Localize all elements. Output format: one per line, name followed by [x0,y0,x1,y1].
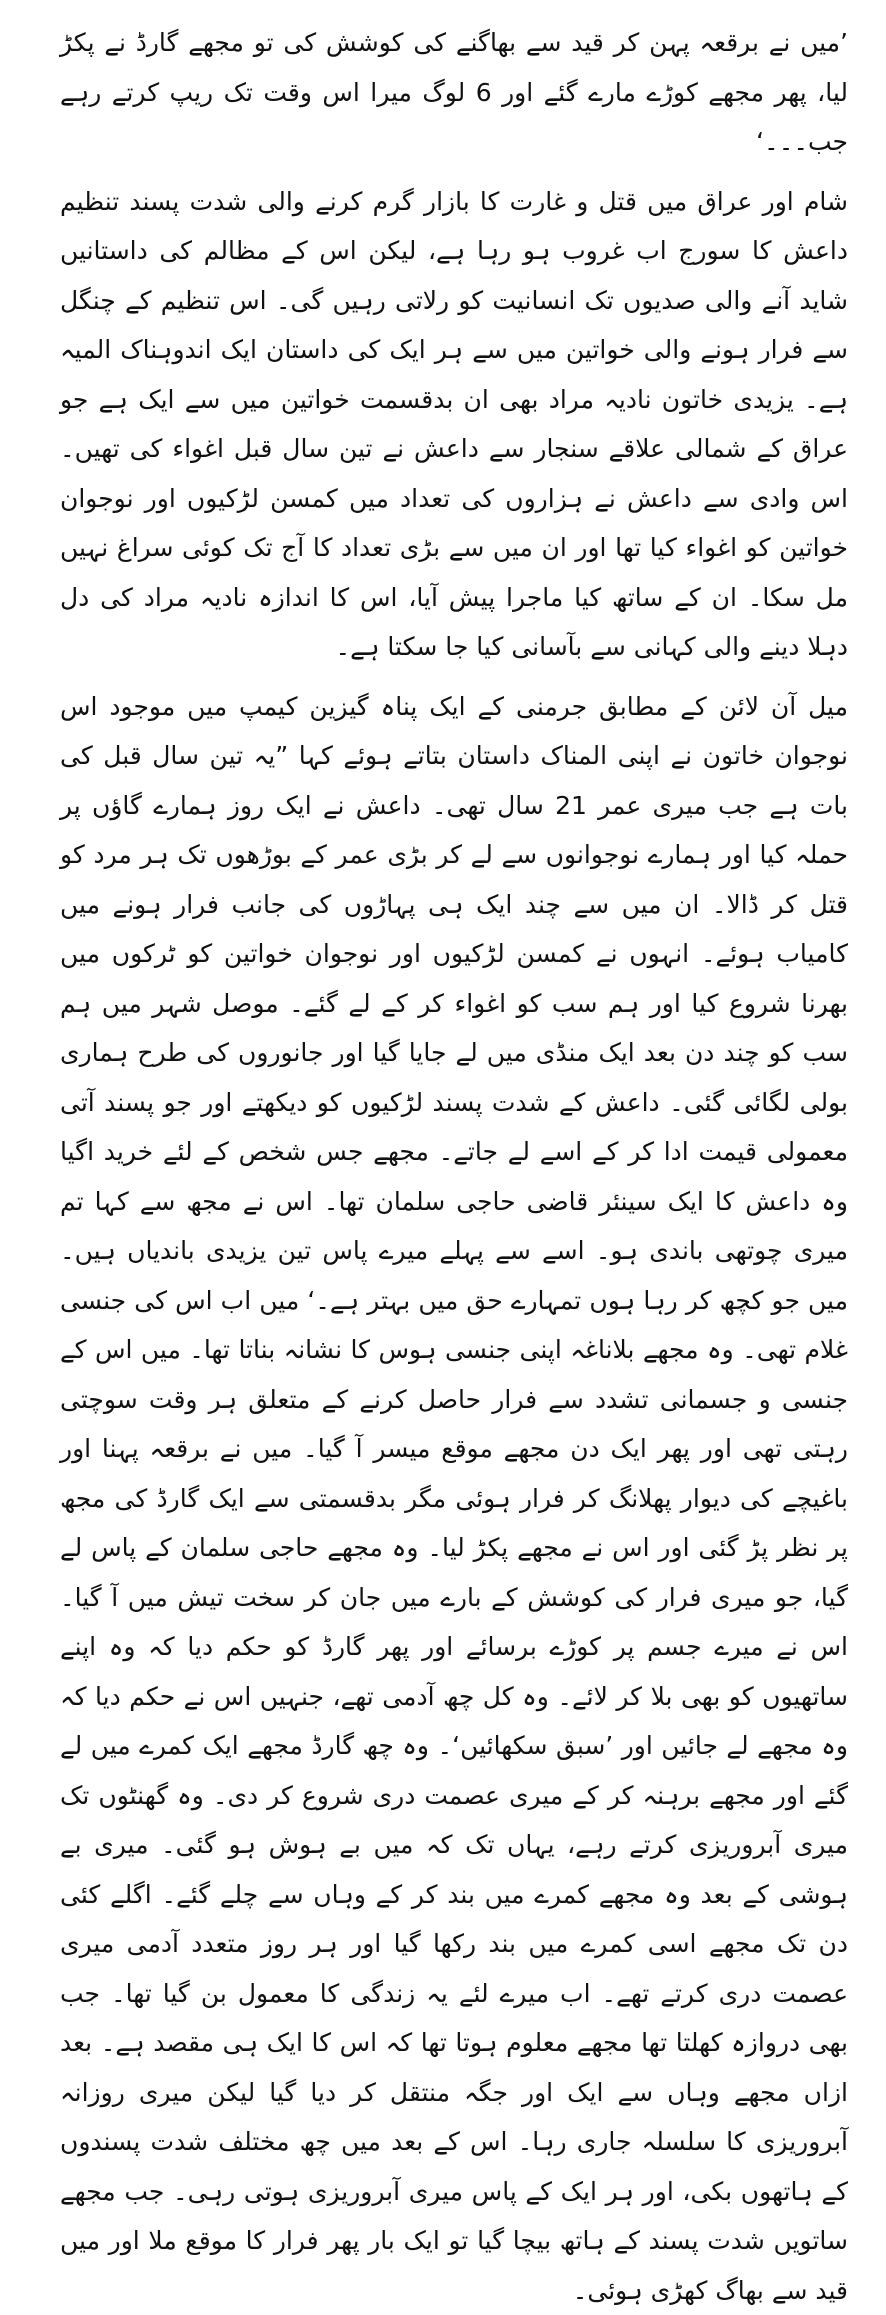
article-lead-quote: ’میں نے برقعہ پہن کر قید سے بھاگنے کی کوشش کی تو مجھے گارڈ نے پکڑ لیا، پھر مجھے کوڑے مارے گئے اور 6 لوگ میرا اس وقت تک ریپ کرتے رہے جب۔۔۔‘ [60,18,848,167]
article-body [60,18,848,2315]
article-paragraph-intro: شام اور عراق میں قتل و غارت کا بازار گرم کرنے والی شدت پسند تنظیم داعش کا سورج اب غروب ہو رہا ہے، لیکن اس کے مظالم کی داستانیں شاید آنے والی صدیوں تک انسانیت کو رلاتی رہیں گی۔ اس تنظیم کے چنگل سے فرار ہونے والی خواتین میں سے ہر ایک کی داستان ایک اندوہناک المیہ ہے۔ یزیدی خاتون نادیہ مراد بھی ان بدقسمت خواتین میں سے ایک ہے جو عراق کے شمالی علاقے سنجار سے داعش نے تین سال قبل اغواء کی تھیں۔ اس وادی سے داعش نے ہزاروں کی تعداد میں کمسن لڑکیوں اور نوجوان خواتین کو اغواء کیا تھا اور ان میں سے بڑی تعداد کا آج تک کوئی سراغ نہیں مل سکا۔ ان کے ساتھ کیا ماجرا پیش آیا، اس کا اندازہ نادیہ مراد کی دل دہلا دینے والی کہانی سے بآسانی کیا جا سکتا ہے۔ [60,177,848,672]
article-paragraph-testimony: میل آن لائن کے مطابق جرمنی کے ایک پناہ گیزین کیمپ میں موجود اس نوجوان خاتون نے اپنی المناک داستان بتاتے ہوئے کہا ”یہ تین سال قبل کی بات ہے جب میری عمر 21 سال تھی۔ داعش نے ایک روز ہمارے گاؤں پر حملہ کیا اور ہمارے نوجوانوں سے لے کر بڑی عمر کے بوڑھوں تک ہر مرد کو قتل کر ڈالا۔ ان میں سے چند ایک ہی پہاڑوں کی جانب فرار ہونے میں کامیاب ہوئے۔ انہوں نے کمسن لڑکیوں اور نوجوان خواتین کو ٹرکوں میں بھرنا شروع کیا اور ہم سب کو اغواء کر کے لے گئے۔ موصل شہر میں ہم سب کو چند دن بعد ایک منڈی میں لے جایا گیا اور جانوروں کی طرح ہماری بولی لگائی گئی۔ داعش کے شدت پسند لڑکیوں کو دیکھتے اور جو پسند آتی معمولی قیمت ادا کر کے اسے لے جاتے۔ مجھے جس شخص کے لئے خرید اگیا وہ داعش کا ایک سینئر قاضی حاجی سلمان تھا۔ اس نے مجھ سے کہا تم میری چوتھی باندی ہو۔ اسے سے پہلے میرے پاس تین یزیدی باندیاں ہیں۔ میں جو کچھ کر رہا ہوں تمہارے حق میں بہتر ہے۔‘ میں اب اس کی جنسی غلام تھی۔ وہ مجھے بلاناغہ اپنی جنسی ہوس کا نشانہ بناتا تھا۔ میں اس کے جنسی و جسمانی تشدد سے فرار حاصل کرنے کے متعلق ہر وقت سوچتی رہتی تھی اور پھر ایک دن مجھے موقع میسر آ گیا۔ میں نے برقعہ پہنا اور باغیچے کی دیوار پھلانگ کر فرار ہوئی مگر بدقسمتی سے ایک گارڈ کی مجھ پر نظر پڑ گئی اور اس نے مجھے پکڑ لیا۔ وہ مجھے حاجی سلمان کے پاس لے گیا، جو میری فرار کی کوشش کے بارے میں جان کر سخت تیش میں آ گیا۔ اس نے میرے جسم پر کوڑے برسائے اور پھر گارڈ کو حکم دیا کہ وہ اپنے ساتھیوں کو بھی بلا کر لائے۔ وہ کل چھ آدمی تھے، جنہیں اس نے حکم دیا کہ وہ مجھے لے جائیں اور ’سبق سکھائیں‘۔ وہ چھ گارڈ مجھے ایک کمرے میں لے گئے اور مجھے برہنہ کر کے میری عصمت دری شروع کر دی۔ وہ گھنٹوں تک میری آبروریزی کرتے رہے، یہاں تک کہ میں بے ہوش ہو گئی۔ میری بے ہوشی کے بعد وہ مجھے کمرے میں بند کر کے وہاں سے چلے گئے۔ اگلے کئی دن تک مجھے اسی کمرے میں بند رکھا گیا اور ہر روز متعدد آدمی میری عصمت دری کرتے تھے۔ اب میرے لئے یہ زندگی کا معمول بن گیا تھا۔ جب بھی دروازہ کھلتا تھا مجھے معلوم ہوتا تھا کہ اس کا ایک ہی مقصد ہے۔ بعد ازاں مجھے وہاں سے ایک اور جگہ منتقل کر دیا گیا لیکن میری روزانہ آبروریزی کا سلسلہ جاری رہا۔ اس کے بعد میں چھ مختلف شدت پسندوں کے ہاتھوں بکی، اور ہر ایک کے پاس میری آبروریزی ہوتی رہی۔ جب مجھے ساتویں شدت پسند کے ہاتھ بیچا گیا تو ایک بار پھر فرار کا موقع ملا اور میں قید سے بھاگ کھڑی ہوئی۔ [60,682,848,2315]
